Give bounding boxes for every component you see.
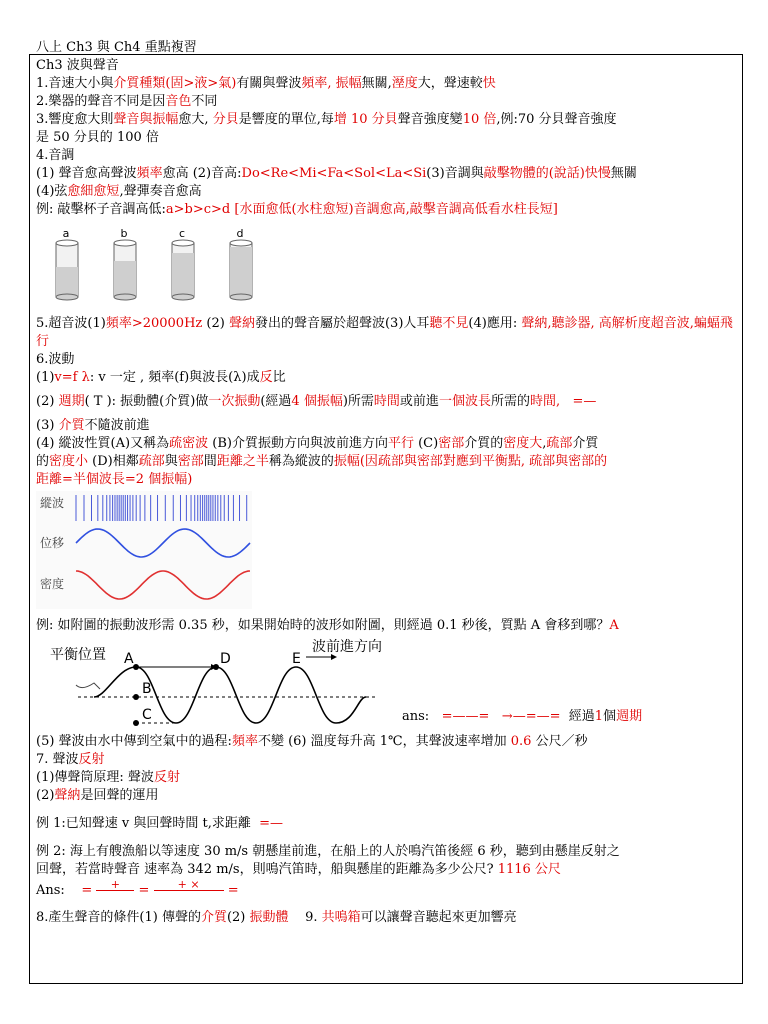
transverse-wave-diagram — [36, 635, 436, 733]
point-6-1: (1)v=f λ: v 一定 , 頻率(f)與波長(λ)成反比 — [36, 370, 286, 385]
point-5: 5.超音波(1)頻率>20000Hz (2) 聲納發出的聲音屬於超聲波(3)人耳聽不見(4)應用: 聲納,聽診器, 高解析度超音波,蝙蝠飛行 — [36, 316, 733, 349]
label-e: E — [292, 651, 301, 667]
document-title: 八上 Ch3 與 Ch4 重點複習 — [36, 40, 197, 55]
answer-2: Ans: = + = + × = — [36, 879, 736, 901]
cup-label-c: c — [178, 227, 186, 240]
cup-label-d: d — [236, 227, 244, 240]
point-3: 3.響度愈大則聲音與振幅愈大, 分貝是響度的單位,每增 10 分貝聲音強度變10 倍,例:70 分貝聲音強度 — [36, 112, 617, 127]
point-7-1: (1)傳聲筒原理: 聲波反射 — [36, 770, 180, 785]
label-b: B — [142, 681, 152, 697]
point-8: 8.產生聲音的條件(1) 傳聲的介質(2) 振動體 9. 共鳴箱可以讓聲音聽起來更加響亮 — [36, 910, 517, 925]
example-1: 例: 如附圖的振動波形需 0.35 秒，如果開始時的波形如附圖，則經過 0.1 秒後，質點 A 會移到哪？A — [36, 618, 619, 633]
point-6-2: (2) 週期( T ): 振動體(介質)做一次振動(經過4 個振幅)所需時間或前進一個波長所需的時間, =— — [36, 394, 597, 409]
equilibrium-label: 平衡位置 — [50, 647, 106, 663]
point-d — [213, 664, 219, 670]
point-4-1: (1) 聲音愈高聲波頻率愈高 (2)音高:Do<Re<Mi<Fa<Sol<La<Si(3)音調與敲擊物體的(說話)快慢無關 — [36, 166, 637, 181]
point-6-4-cont: 的密度小 (D)相鄰疏部與密部間距離之半稱為縱波的振幅(因疏部與密部對應到平衡點, 疏部與密部的 — [36, 454, 608, 469]
content-box — [29, 54, 743, 984]
point-1: 1.音速大小與介質種類(固>液>氣)有關與聲波頻率, 振幅無關,溼度大，聲速較快 — [36, 76, 496, 91]
point-3-cont: 是 50 分貝的 100 倍 — [36, 130, 159, 145]
point-2: 2.樂器的聲音不同是因音色不同 — [36, 94, 218, 109]
wave-direction-label: 波前進方向 — [312, 639, 382, 655]
cup-b — [114, 227, 136, 300]
example-3-cont: 回聲，若當時聲音 速率為 342 m/s，則鳴汽笛時，船與懸崖的距離為多少公尺? 1116 公尺 — [36, 862, 561, 877]
point-6-4: (4) 縱波性質(A)又稱為疏密波 (B)介質振動方向與波前進方向平行 (C)密部介質的密度大,疏部介質 — [36, 436, 599, 451]
example-3: 例 2: 海上有艘漁船以等速度 30 m/s 朝懸崖前進，在船上的人於鳴汽笛後經 6 秒，聽到由懸崖反射之 — [36, 844, 620, 859]
point-6-5: (5) 聲波由水中傳到空氣中的過程:頻率不變 (6) 溫度每升高 1℃，其聲波速率增加 0.6 公尺／秒 — [36, 734, 588, 749]
point-7-2: (2)聲納是回聲的運用 — [36, 788, 159, 803]
point-b — [133, 694, 139, 700]
label-longitudinal: 縱波 — [40, 496, 65, 510]
point-6-3: (3) 介質不隨波前進 — [36, 418, 150, 433]
point-7: 7. 聲波反射 — [36, 752, 105, 767]
cup-label-b: b — [120, 227, 128, 240]
point-c — [133, 720, 139, 726]
cups-figure — [44, 225, 284, 309]
label-a: A — [124, 651, 134, 667]
point-4-3: 例: 敲擊杯子音調高低:a>b>c>d [水面愈低(水柱愈短)音調愈高,敲擊音調高低看水柱長短] — [36, 202, 558, 217]
label-displacement: 位移 — [40, 536, 65, 550]
point-a — [133, 664, 139, 670]
fraction-2: + × — [154, 879, 224, 902]
label-d: D — [220, 651, 231, 667]
label-c: C — [142, 707, 152, 723]
point-4-2: (4)弦愈細愈短,聲彈奏音愈高 — [36, 184, 202, 199]
cup-label-a: a — [62, 227, 70, 240]
longitudinal-wave-figure — [36, 491, 252, 609]
wave-diagram-wrap — [36, 635, 736, 733]
example-2: 例 1:已知聲速 v 與回聲時間 t,求距離 =— — [36, 816, 284, 831]
label-density: 密度 — [40, 577, 65, 591]
section-heading: Ch3 波與聲音 — [36, 58, 119, 73]
cup-a — [56, 227, 78, 300]
fraction-1: + — [96, 879, 134, 902]
answer-1: ans: =——= →—=—= 經過1個週期 — [402, 709, 643, 724]
point-4: 4.音調 — [36, 148, 75, 163]
point-6: 6.波動 — [36, 352, 75, 367]
point-6-4-cont2: 距離=半個波長=2 個振幅) — [36, 472, 193, 487]
cup-d — [230, 227, 252, 300]
cup-c — [172, 227, 194, 300]
